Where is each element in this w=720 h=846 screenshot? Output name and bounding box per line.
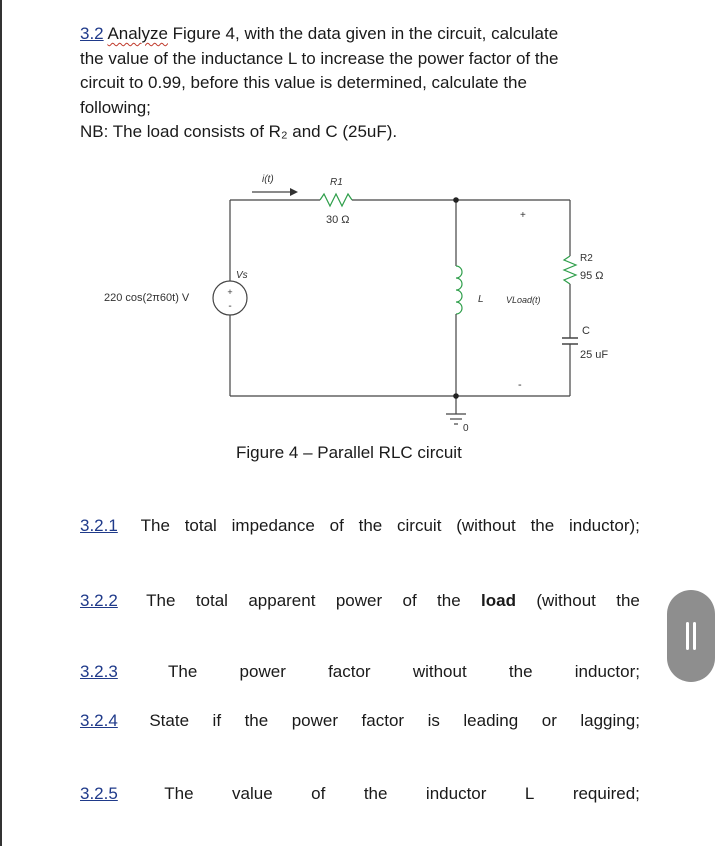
intro-line-3: circuit to 0.99, before this value is determined, calculate the	[80, 73, 527, 92]
source-label: 220 cos(2π60t) V	[104, 292, 190, 304]
source-plus: +	[227, 287, 233, 297]
node-bottom	[453, 393, 459, 399]
vload-plus: +	[520, 210, 526, 221]
current-arrow-head	[290, 188, 298, 196]
vs-label: Vs	[236, 270, 248, 281]
question-3-2-2: 3.2.2 The total apparent power of the load (without the	[80, 591, 640, 610]
r1-value: 30 Ω	[326, 214, 350, 226]
question-number: 3.2.3	[80, 662, 118, 681]
question-3-2-3: 3.2.3 The power factor without the inductor;	[80, 662, 640, 681]
resistor-r1	[320, 194, 352, 206]
current-label: i(t)	[262, 174, 274, 185]
vload-minus: -	[518, 379, 522, 391]
question-3-2-5: 3.2.5 The value of the inductor L required;	[80, 784, 640, 803]
question-number: 3.2.1	[80, 516, 118, 535]
analyze-word: Analyze	[107, 24, 168, 43]
left-border	[0, 0, 2, 846]
intro-line-2: the value of the inductance L to increase the power factor of the	[80, 48, 559, 68]
figure-caption: Figure 4 – Parallel RLC circuit	[236, 443, 462, 462]
resistor-r2	[564, 256, 576, 284]
ground-label: 0	[463, 423, 469, 434]
inductor-l	[456, 266, 462, 314]
source-minus: -	[228, 301, 232, 312]
r2-value: 95 Ω	[580, 270, 604, 282]
intro-line-4: following;	[80, 97, 151, 117]
c-value: 25 uF	[580, 349, 609, 361]
question-intro	[80, 22, 640, 145]
question-3-2-1: 3.2.1 The total impedance of the circuit (without the inductor);	[80, 516, 640, 535]
question-number: 3.2	[80, 24, 104, 43]
vload-label: VLoad(t)	[506, 295, 541, 305]
node-top	[453, 197, 459, 203]
r2-name: R2	[580, 253, 593, 264]
inductor-label: L	[478, 294, 484, 305]
circuit-diagram	[90, 168, 650, 440]
question-number: 3.2.2	[80, 591, 118, 610]
question-number: 3.2.4	[80, 711, 118, 730]
question-number: 3.2.5	[80, 784, 118, 803]
grip-line-icon	[693, 622, 696, 650]
r1-name: R1	[330, 177, 343, 188]
intro-line-1: Figure 4, with the data given in the circuit, calculate	[167, 24, 559, 43]
question-3-2-4: 3.2.4 State if the power factor is leading or lagging;	[80, 711, 640, 730]
grip-line-icon	[686, 622, 689, 650]
nb-note: NB: The load consists of R₂ and C (25uF).	[80, 122, 398, 141]
c-name: C	[582, 325, 590, 337]
scroll-handle[interactable]	[667, 590, 715, 682]
